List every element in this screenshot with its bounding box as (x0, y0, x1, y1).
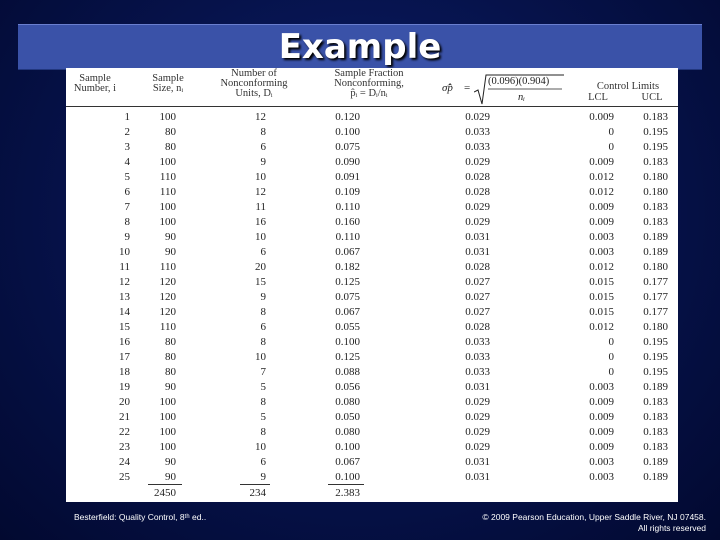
cell-ucl: 0.180 (643, 321, 668, 333)
cell-sigma: 0.031 (465, 231, 490, 243)
cell-sigma: 0.028 (465, 321, 490, 333)
table-row (66, 245, 678, 260)
cell-sample-size: 90 (165, 456, 176, 468)
sqrt-icon (474, 74, 564, 104)
table-row (66, 290, 678, 305)
cell-sigma: 0.033 (465, 141, 490, 153)
cell-ucl: 0.189 (643, 471, 668, 483)
cell-sample-size: 100 (159, 411, 176, 423)
header-sample-size (138, 74, 198, 94)
cell-sigma: 0.027 (465, 306, 490, 318)
cell-sample-size: 90 (165, 231, 176, 243)
cell-sigma: 0.029 (465, 396, 490, 408)
table-row (66, 260, 678, 275)
header-nonconforming-line2: Nonconforming (220, 78, 288, 89)
cell-sample-number: 11 (119, 261, 130, 273)
cell-lcl: 0.009 (589, 441, 614, 453)
header-sample-number-line2: Number, i (73, 83, 117, 94)
totals-row (66, 486, 678, 501)
cell-sample-number: 18 (119, 366, 130, 378)
header-nonconforming (206, 69, 302, 99)
cell-ucl: 0.177 (643, 306, 668, 318)
cell-fraction: 0.110 (335, 201, 360, 213)
cell-sample-size: 100 (159, 216, 176, 228)
header-sigma-formula (442, 72, 566, 106)
table-row (66, 305, 678, 320)
cell-lcl: 0.009 (589, 216, 614, 228)
table-row (66, 425, 678, 440)
footer-copyright (482, 512, 706, 534)
cell-sample-number: 8 (124, 216, 130, 228)
cell-sample-size: 80 (165, 336, 176, 348)
cell-sigma: 0.033 (465, 336, 490, 348)
table-row (66, 155, 678, 170)
cell-fraction: 0.100 (335, 126, 360, 138)
cell-fraction: 0.120 (335, 111, 360, 123)
cell-ucl: 0.195 (643, 141, 668, 153)
footer-copyright-line1: © 2009 Pearson Education, Upper Saddle River, NJ 07458. (482, 512, 706, 522)
sigma-numerator: (0.096)(0.904) (488, 76, 550, 87)
table-row (66, 110, 678, 125)
cell-lcl: 0.003 (589, 381, 614, 393)
cell-nonconforming: 6 (260, 321, 266, 333)
cell-sample-size: 110 (159, 261, 176, 273)
table-row (66, 140, 678, 155)
cell-sample-number: 22 (119, 426, 130, 438)
cell-sample-size: 80 (165, 351, 176, 363)
cell-fraction: 0.110 (335, 231, 360, 243)
cell-ucl: 0.195 (643, 336, 668, 348)
cell-ucl: 0.183 (643, 111, 668, 123)
cell-sigma: 0.033 (465, 351, 490, 363)
cell-sample-size: 100 (159, 111, 176, 123)
cell-fraction: 0.067 (335, 246, 360, 258)
cell-sample-size: 80 (165, 366, 176, 378)
table-row (66, 185, 678, 200)
footer-citation: Besterfield: Quality Control, 8ᵗʰ ed.. (74, 512, 207, 522)
cell-nonconforming: 6 (260, 246, 266, 258)
sigma-equals: = (464, 82, 471, 94)
cell-nonconforming: 8 (260, 396, 266, 408)
cell-fraction: 0.125 (335, 351, 360, 363)
cell-fraction: 0.055 (335, 321, 360, 333)
cell-lcl: 0.009 (589, 156, 614, 168)
cell-sample-size: 100 (159, 396, 176, 408)
cell-sample-number: 4 (124, 156, 130, 168)
cell-fraction: 0.100 (335, 441, 360, 453)
cell-lcl: 0.009 (589, 111, 614, 123)
cell-lcl: 0.015 (589, 291, 614, 303)
cell-nonconforming: 10 (255, 351, 266, 363)
cell-lcl: 0.009 (589, 201, 614, 213)
header-fraction-line3: p̂ᵢ = Dᵢ/nᵢ (350, 88, 388, 99)
cell-sample-number: 6 (124, 186, 130, 198)
cell-sample-number: 13 (119, 291, 130, 303)
cell-nonconforming: 6 (260, 456, 266, 468)
cell-sigma: 0.029 (465, 411, 490, 423)
cell-fraction: 0.100 (335, 336, 360, 348)
cell-fraction: 0.075 (335, 291, 360, 303)
cell-ucl: 0.180 (643, 186, 668, 198)
cell-sample-size: 90 (165, 381, 176, 393)
header-nonconforming-line3: Units, Dᵢ (235, 88, 273, 99)
cell-sigma: 0.028 (465, 186, 490, 198)
cell-nonconforming: 11 (255, 201, 266, 213)
cell-ucl: 0.183 (643, 426, 668, 438)
table-row (66, 455, 678, 470)
cell-lcl: 0.012 (589, 171, 614, 183)
cell-nonconforming: 15 (255, 276, 266, 288)
cell-nonconforming: 9 (260, 471, 266, 483)
header-nonconforming-line1: Number of (231, 68, 277, 79)
cell-lcl: 0.015 (589, 276, 614, 288)
table-row (66, 200, 678, 215)
cell-sigma: 0.029 (465, 441, 490, 453)
cell-lcl: 0.009 (589, 411, 614, 423)
cell-nonconforming: 9 (260, 156, 266, 168)
cell-nonconforming: 10 (255, 171, 266, 183)
cell-sample-number: 17 (119, 351, 130, 363)
cell-nonconforming: 5 (260, 381, 266, 393)
table-row (66, 470, 678, 485)
table-row (66, 125, 678, 140)
cell-ucl: 0.195 (643, 351, 668, 363)
table-row (66, 365, 678, 380)
table-row (66, 350, 678, 365)
cell-ucl: 0.177 (643, 291, 668, 303)
cell-lcl: 0.003 (589, 246, 614, 258)
header-fraction-line2: Nonconforming, (334, 78, 404, 89)
cell-sample-size: 120 (159, 291, 176, 303)
cell-lcl: 0.003 (589, 456, 614, 468)
cell-sample-number: 12 (119, 276, 130, 288)
cell-sigma: 0.029 (465, 111, 490, 123)
cell-ucl: 0.183 (643, 396, 668, 408)
cell-sigma: 0.027 (465, 291, 490, 303)
cell-sample-size: 110 (159, 186, 176, 198)
cell-lcl: 0.009 (589, 396, 614, 408)
cell-sample-number: 19 (119, 381, 130, 393)
cell-lcl: 0 (608, 336, 614, 348)
cell-lcl: 0 (608, 351, 614, 363)
cell-sample-size: 90 (165, 246, 176, 258)
cell-fraction: 0.125 (335, 276, 360, 288)
cell-fraction: 0.067 (335, 456, 360, 468)
sigma-denominator: nᵢ (518, 92, 525, 103)
header-control-limits (578, 82, 678, 92)
cell-nonconforming: 8 (260, 126, 266, 138)
table-row (66, 335, 678, 350)
header-fraction-line1: Sample Fraction (334, 68, 404, 79)
cell-ucl: 0.195 (643, 366, 668, 378)
total-nonconforming: 234 (249, 487, 266, 499)
cell-lcl: 0.003 (589, 471, 614, 483)
header-sample-number (66, 74, 124, 94)
cell-sigma: 0.028 (465, 171, 490, 183)
cell-sigma: 0.031 (465, 456, 490, 468)
slide-title: Example (278, 27, 442, 67)
cell-sample-size: 120 (159, 306, 176, 318)
cell-fraction: 0.067 (335, 306, 360, 318)
cell-sample-size: 110 (159, 321, 176, 333)
cell-ucl: 0.183 (643, 441, 668, 453)
header-sample-number-line1: Sample (79, 73, 111, 84)
cell-nonconforming: 8 (260, 306, 266, 318)
cell-sample-number: 9 (124, 231, 130, 243)
cell-sample-number: 25 (119, 471, 130, 483)
cell-ucl: 0.189 (643, 231, 668, 243)
cell-ucl: 0.189 (643, 246, 668, 258)
cell-nonconforming: 8 (260, 336, 266, 348)
cell-nonconforming: 9 (260, 291, 266, 303)
cell-sample-number: 1 (124, 111, 130, 123)
header-control-limits-label: Control Limits (596, 81, 660, 92)
cell-nonconforming: 16 (255, 216, 266, 228)
cell-sample-number: 3 (124, 141, 130, 153)
cell-nonconforming: 10 (255, 441, 266, 453)
cell-sample-size: 110 (159, 171, 176, 183)
cell-lcl: 0.009 (589, 426, 614, 438)
footer-copyright-line2: All rights reserved (637, 523, 706, 533)
cell-sigma: 0.031 (465, 246, 490, 258)
cell-lcl: 0.012 (589, 321, 614, 333)
cell-sample-number: 5 (124, 171, 130, 183)
cell-sample-number: 14 (119, 306, 130, 318)
cell-ucl: 0.180 (643, 261, 668, 273)
sigma-symbol: σ̂p̂ (442, 82, 453, 94)
cell-sample-number: 21 (119, 411, 130, 423)
cell-sample-size: 100 (159, 441, 176, 453)
cell-nonconforming: 5 (260, 411, 266, 423)
cell-sample-number: 7 (124, 201, 130, 213)
cell-sample-size: 80 (165, 141, 176, 153)
cell-fraction: 0.182 (335, 261, 360, 273)
header-sample-size-line1: Sample (152, 73, 184, 84)
total-sample-size: 2450 (154, 487, 176, 499)
cell-nonconforming: 6 (260, 141, 266, 153)
cell-fraction: 0.075 (335, 141, 360, 153)
total-fraction: 2.383 (335, 487, 360, 499)
cell-nonconforming: 7 (260, 366, 266, 378)
cell-ucl: 0.180 (643, 171, 668, 183)
cell-sigma: 0.031 (465, 381, 490, 393)
cell-nonconforming: 8 (260, 426, 266, 438)
cell-sample-number: 24 (119, 456, 130, 468)
cell-nonconforming: 20 (255, 261, 266, 273)
cell-sigma: 0.027 (465, 276, 490, 288)
cell-ucl: 0.189 (643, 381, 668, 393)
cell-fraction: 0.056 (335, 381, 360, 393)
cell-sample-number: 20 (119, 396, 130, 408)
cell-sample-size: 120 (159, 276, 176, 288)
cell-lcl: 0 (608, 126, 614, 138)
cell-ucl: 0.183 (643, 201, 668, 213)
cell-lcl: 0 (608, 141, 614, 153)
cell-sample-number: 10 (119, 246, 130, 258)
header-fraction (316, 69, 422, 99)
table-row (66, 440, 678, 455)
cell-nonconforming: 10 (255, 231, 266, 243)
cell-sigma: 0.033 (465, 366, 490, 378)
cell-lcl: 0 (608, 366, 614, 378)
table-row (66, 380, 678, 395)
totals-rule-fraction (328, 484, 364, 485)
table-row (66, 170, 678, 185)
cell-fraction: 0.100 (335, 471, 360, 483)
table-row (66, 230, 678, 245)
table-row (66, 215, 678, 230)
cell-sigma: 0.029 (465, 216, 490, 228)
cell-sample-size: 100 (159, 201, 176, 213)
cell-fraction: 0.090 (335, 156, 360, 168)
cell-sigma: 0.029 (465, 201, 490, 213)
totals-rule-units (240, 484, 270, 485)
cell-lcl: 0.012 (589, 261, 614, 273)
cell-sigma: 0.028 (465, 261, 490, 273)
table-panel (66, 68, 678, 502)
cell-sigma: 0.029 (465, 426, 490, 438)
cell-sample-size: 100 (159, 156, 176, 168)
cell-fraction: 0.160 (335, 216, 360, 228)
cell-sample-number: 15 (119, 321, 130, 333)
cell-sigma: 0.029 (465, 156, 490, 168)
cell-fraction: 0.080 (335, 426, 360, 438)
cell-nonconforming: 12 (255, 111, 266, 123)
cell-sigma: 0.031 (465, 471, 490, 483)
table-row (66, 320, 678, 335)
cell-sample-size: 80 (165, 126, 176, 138)
cell-fraction: 0.088 (335, 366, 360, 378)
cell-lcl: 0.015 (589, 306, 614, 318)
cell-sigma: 0.033 (465, 126, 490, 138)
header-lcl: LCL (588, 92, 608, 103)
cell-sample-size: 100 (159, 426, 176, 438)
totals-rule-size (148, 484, 182, 485)
cell-ucl: 0.183 (643, 156, 668, 168)
table-row (66, 275, 678, 290)
cell-sample-number: 23 (119, 441, 130, 453)
table-row (66, 395, 678, 410)
cell-lcl: 0.012 (589, 186, 614, 198)
cell-ucl: 0.183 (643, 216, 668, 228)
cell-ucl: 0.195 (643, 126, 668, 138)
cell-sample-number: 2 (124, 126, 130, 138)
cell-ucl: 0.177 (643, 276, 668, 288)
cell-fraction: 0.050 (335, 411, 360, 423)
cell-fraction: 0.109 (335, 186, 360, 198)
cell-fraction: 0.080 (335, 396, 360, 408)
cell-nonconforming: 12 (255, 186, 266, 198)
cell-lcl: 0.003 (589, 231, 614, 243)
cell-sample-number: 16 (119, 336, 130, 348)
cell-fraction: 0.091 (335, 171, 360, 183)
cell-ucl: 0.183 (643, 411, 668, 423)
cell-sample-size: 90 (165, 471, 176, 483)
title-bar (18, 24, 702, 70)
header-sample-size-line2: Size, nᵢ (152, 83, 184, 94)
table-row (66, 410, 678, 425)
header-rule (66, 106, 678, 107)
cell-ucl: 0.189 (643, 456, 668, 468)
header-ucl: UCL (641, 92, 663, 103)
